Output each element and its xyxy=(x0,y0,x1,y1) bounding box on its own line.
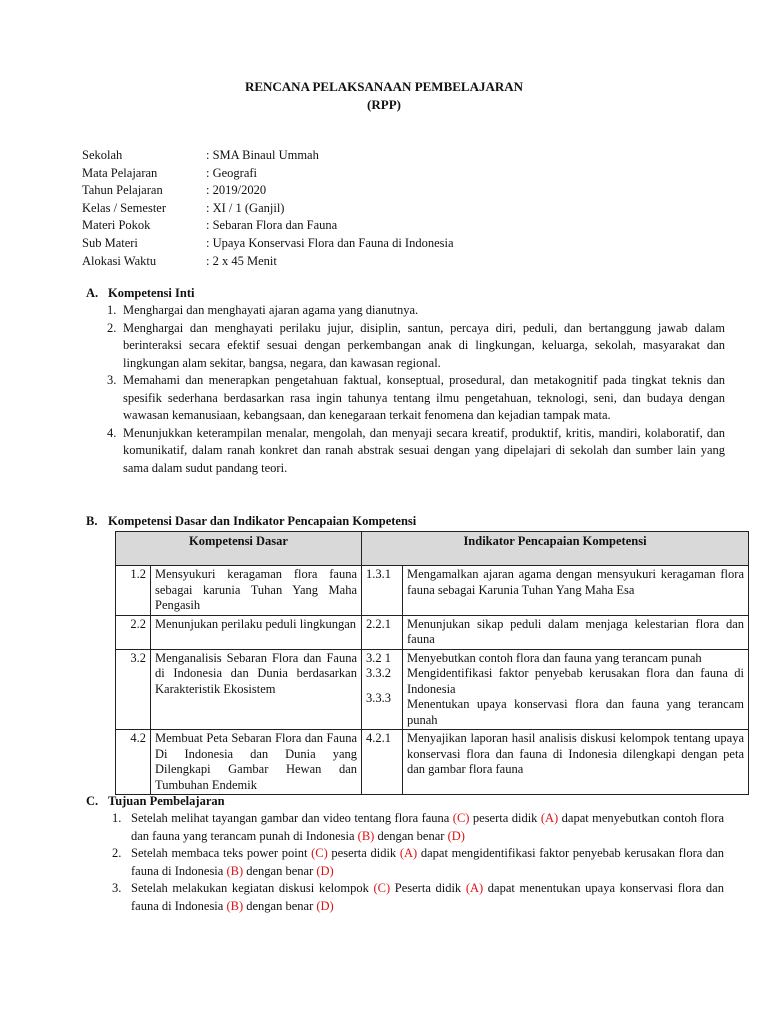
table-row xyxy=(116,730,749,795)
list-text: Setelah melakukan kegiatan diskusi kelompok xyxy=(131,881,374,895)
degree-marker: (D) xyxy=(316,863,334,878)
table-row xyxy=(116,649,749,730)
list-item xyxy=(0,425,725,478)
behavior-marker: (B) xyxy=(357,828,375,843)
section-letter: C. xyxy=(86,794,99,808)
kd-number: 1.2 xyxy=(116,566,151,616)
table-row xyxy=(116,615,749,649)
section-heading-kompetensi-dasar xyxy=(86,513,416,531)
list-text: Memahami dan menerapkan pengetahuan faktual, konseptual, prosedural, dan metakognitif pada tingkat teknis dan spesifik sederhana berdasarkan rasa ingin tahunya tentang ilmu pengetahuan, teknologi, seni, dan budaya dengan wawasan kemanusiaan, kebangsaan, dan kenegaraan terkait fenomena dan kejadian tampak mata. xyxy=(123,373,725,422)
section-letter: B. xyxy=(86,514,98,528)
list-text: dapat menyebutkan contoh flora dan fauna yang terancam punah di Indonesia xyxy=(131,811,724,843)
condition-marker: (C) xyxy=(311,846,328,860)
kd-number: 2.2 xyxy=(116,615,151,649)
section-letter: A. xyxy=(86,286,99,300)
section-heading-kompetensi-inti xyxy=(86,285,194,303)
ipk-text-group xyxy=(403,649,749,730)
audience-marker: (A) xyxy=(399,846,418,860)
identity-label: Sub Materi xyxy=(82,235,138,250)
kd-text: Membuat Peta Sebaran Flora dan Fauna Di Indonesia dan Dunia yang Dilengkapi Gambar Hewan dan Tumbuhan Endemik xyxy=(151,730,362,795)
ipk-text: Menyajikan laporan hasil analisis diskusi kelompok tentang upaya konservasi flora dan fauna di Indonesia dilengkapi dengan peta dan gambar flora fauna xyxy=(403,730,749,795)
identity-row xyxy=(82,200,454,218)
document-title: RENCANA PELAKSANAAN PEMBELAJARAN xyxy=(244,79,524,94)
behavior-marker: (B) xyxy=(226,898,244,913)
list-text: Setelah melihat tayangan gambar dan video tentang flora fauna xyxy=(131,811,453,825)
identity-block xyxy=(82,147,454,270)
ipk-text: Mengamalkan ajaran agama dengan mensyukuri keragaman flora fauna sebagai Karunia Tuhan Yang Maha Esa xyxy=(403,566,749,616)
list-text: dengan benar xyxy=(243,898,317,913)
list-text: peserta didik xyxy=(469,811,541,825)
ipk-number: 1.3.1 xyxy=(362,566,403,616)
ipk-number-group xyxy=(362,649,403,730)
table-row xyxy=(116,566,749,616)
kd-number: 4.2 xyxy=(116,730,151,795)
list-text: dengan benar xyxy=(243,863,317,878)
list-text: Menghargai dan menghayati ajaran agama yang dianutnya. xyxy=(123,303,419,317)
list-text: Setelah membaca teks power point xyxy=(131,846,312,860)
kd-ipk-table xyxy=(115,531,749,795)
identity-row xyxy=(82,165,454,183)
identity-label: Alokasi Waktu xyxy=(82,253,157,268)
ipk-number: 2.2.1 xyxy=(362,615,403,649)
ipk-text: Menentukan upaya konservasi flora dan fauna yang terancam punah xyxy=(407,697,744,727)
table-header-row xyxy=(116,532,749,566)
identity-value: : 2019/2020 xyxy=(206,183,267,198)
section-heading-tujuan xyxy=(86,793,225,811)
identity-value: : Upaya Konservasi Flora dan Fauna di Indonesia xyxy=(206,235,454,250)
identity-value: : Sebaran Flora dan Fauna xyxy=(206,218,338,233)
list-item xyxy=(0,810,724,845)
identity-value: : Geografi xyxy=(206,165,258,180)
identity-value: : SMA Binaul Ummah xyxy=(206,148,319,162)
identity-row xyxy=(82,217,454,235)
list-text: peserta didik xyxy=(327,846,400,860)
identity-label: Materi Pokok xyxy=(82,218,151,233)
tujuan-list xyxy=(0,810,768,915)
kd-text: Menganalisis Sebaran Flora dan Fauna di Indonesia dan Dunia berdasarkan Karakteristik Ekosistem xyxy=(151,649,362,730)
identity-label: Tahun Pelajaran xyxy=(82,183,163,198)
audience-marker: (A) xyxy=(540,811,559,825)
list-text: dengan benar xyxy=(374,828,448,843)
degree-marker: (D) xyxy=(447,828,465,843)
kd-text: Menunjukan perilaku peduli lingkungan xyxy=(151,615,362,649)
ipk-number: 4.2.1 xyxy=(362,730,403,795)
kd-number: 3.2 xyxy=(116,649,151,730)
identity-row xyxy=(82,235,454,253)
identity-row xyxy=(82,253,454,271)
kd-text: Mensyukuri keragaman flora fauna sebagai karunia Tuhan Yang Maha Pengasih xyxy=(151,566,362,616)
list-text: dapat menentukan upaya konservasi flora dan fauna di Indonesia xyxy=(131,881,724,913)
list-number: 4. xyxy=(107,425,117,440)
identity-label: Kelas / Semester xyxy=(82,200,167,215)
identity-label: Mata Pelajaran xyxy=(82,165,158,180)
spacer xyxy=(366,682,398,691)
ipk-text: Mengidentifikasi faktor penyebab kerusakan flora dan fauna di Indonesia xyxy=(407,666,744,696)
section-title: Kompetensi Inti xyxy=(108,286,195,300)
ipk-number: 3.3.2 xyxy=(366,666,391,680)
condition-marker: (C) xyxy=(452,811,470,825)
column-header-kd: Kompetensi Dasar xyxy=(116,532,362,566)
list-item xyxy=(0,845,724,880)
ipk-text: Menyebutkan contoh flora dan fauna yang terancam punah xyxy=(407,650,702,665)
section-title: Kompetensi Dasar dan Indikator Pencapaian Kompetensi xyxy=(108,514,417,528)
identity-value: : XI / 1 (Ganjil) xyxy=(206,200,285,215)
identity-row xyxy=(82,182,454,200)
degree-marker: (D) xyxy=(316,898,334,913)
ipk-number: 3.3.3 xyxy=(366,690,391,705)
behavior-marker: (B) xyxy=(226,863,244,878)
list-text: Menghargai dan menghayati perilaku jujur, disiplin, santun, percaya diri, peduli, dan bertanggung jawab dalam berinteraksi secara efektif sesuai dengan perkembangan anak di lingkungan, keluarga, sekolah, masyarakat dan lingkungan alam sekitar, bangsa, negara, dan kawasan regional. xyxy=(123,320,725,370)
list-number: 3. xyxy=(112,881,122,895)
list-number: 2. xyxy=(112,846,122,860)
list-item xyxy=(0,320,725,373)
identity-label: Sekolah xyxy=(82,148,123,162)
list-text: Peserta didik xyxy=(390,881,466,895)
list-number: 1. xyxy=(112,811,122,825)
ipk-text: Menunjukan sikap peduli dalam menjaga kelestarian flora dan fauna xyxy=(403,615,749,649)
section-title: Tujuan Pembelajaran xyxy=(108,794,225,808)
list-text: dapat mengidentifikasi faktor penyebab kerusakan flora dan fauna di Indonesia xyxy=(131,846,724,878)
column-header-ipk: Indikator Pencapaian Kompetensi xyxy=(362,532,749,566)
list-text: Menunjukkan keterampilan menalar, mengolah, dan menyaji secara kreatif, produktif, kritis, mandiri, kolaboratif, dan komunikatif, dalam ranah konkret dan ranah abstrak sesuai dengan yang dipelajari di sekolah dan sumber lain yang sama dalam sudut pandang teori. xyxy=(123,425,725,475)
identity-value: : 2 x 45 Menit xyxy=(206,253,277,268)
condition-marker: (C) xyxy=(373,881,391,895)
list-number: 3. xyxy=(107,373,117,387)
kompetensi-inti-list xyxy=(0,302,768,477)
identity-row xyxy=(82,147,454,165)
list-number: 1. xyxy=(107,303,117,317)
list-item xyxy=(0,880,724,915)
ipk-number: 3.2 1 xyxy=(366,650,391,665)
list-number: 2. xyxy=(107,320,117,335)
document-subtitle: (RPP) xyxy=(367,97,401,112)
audience-marker: (A) xyxy=(465,881,484,895)
list-item xyxy=(0,372,725,425)
list-item xyxy=(0,302,725,320)
